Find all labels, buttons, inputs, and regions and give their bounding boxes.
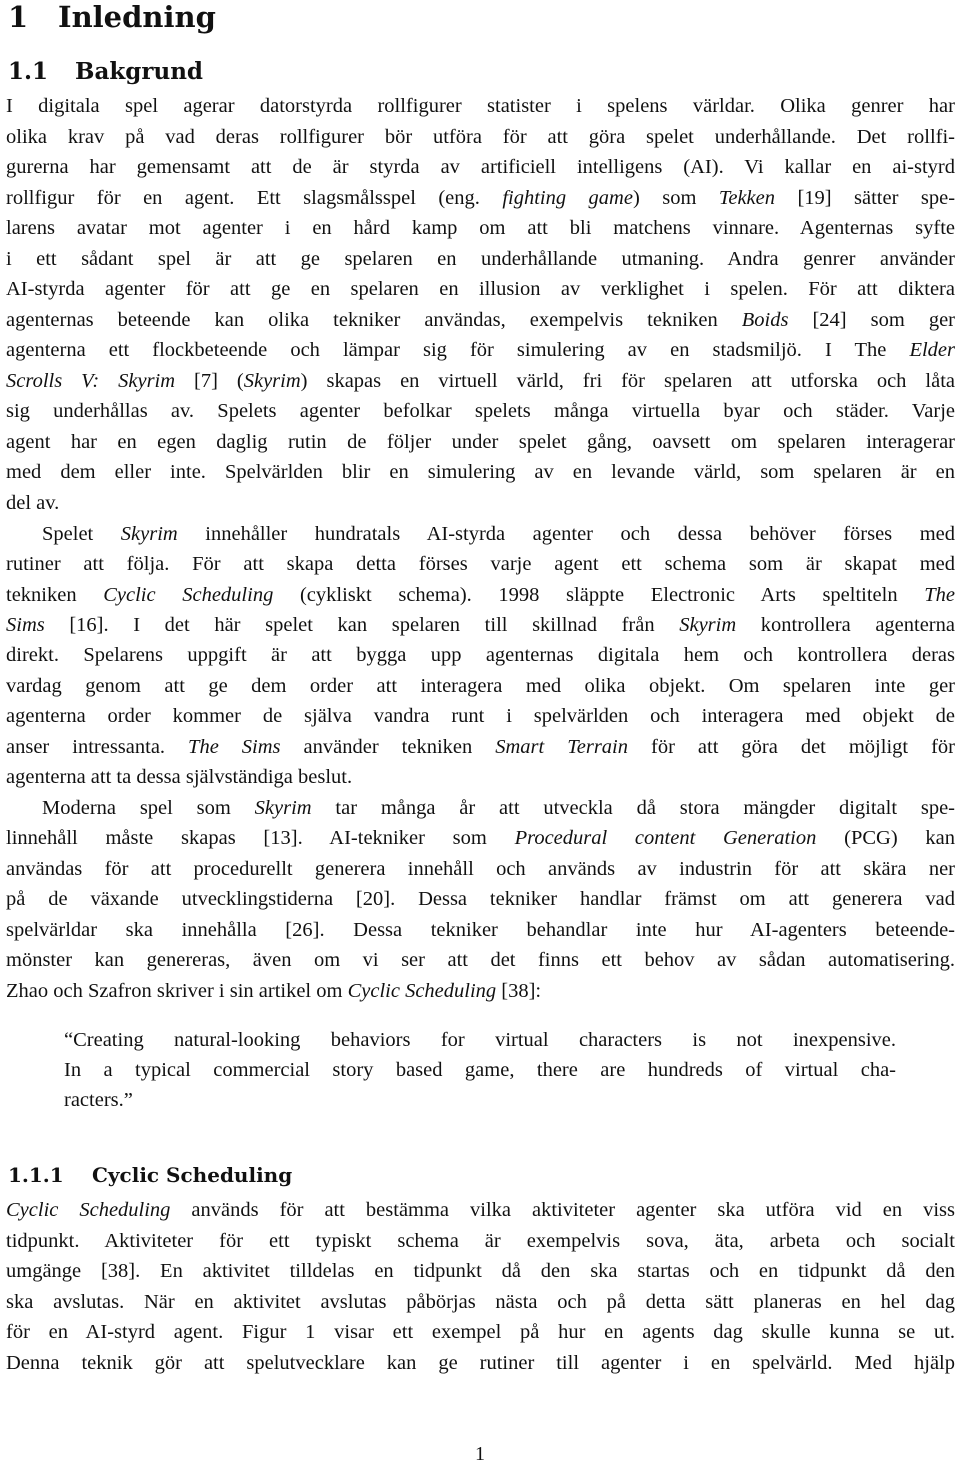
text-line <box>6 671 955 701</box>
quote-line <box>64 1055 896 1085</box>
text-span: spelvärldar ska innehålla [26]. Dessa tekniker behandlar inte hur AI-agenters beteende- <box>6 919 955 941</box>
text-line <box>6 976 955 1006</box>
text-line <box>6 1195 955 1225</box>
text-line <box>6 549 955 579</box>
text-line <box>6 488 955 518</box>
section-title: Inledning <box>58 0 216 34</box>
text-line <box>6 274 955 304</box>
italic-span: Sims <box>6 614 45 636</box>
text-span: tar många år att utveckla då stora mängder digitalt spe- <box>311 797 956 819</box>
text-span: Denna teknik gör att spelutvecklare kan ge rutiner till agenter i en spelvärld. Med hjälp <box>6 1352 955 1374</box>
text-line <box>6 793 955 823</box>
text-span: I digitala spel agerar datorstyrda rollfigurer statister i spelens världar. Olika genrer har <box>6 95 955 117</box>
text-span: AI-styrda agenter för att ge en spelaren en illusion av verklighet i spelen. För att diktera <box>6 278 955 300</box>
text-line <box>6 122 955 152</box>
text-line <box>6 183 955 213</box>
italic-span: Skyrim <box>679 614 737 636</box>
text-span: Spelet <box>42 523 121 545</box>
text-span: (PCG) kan <box>816 827 955 849</box>
text-span: använder tekniken <box>280 736 496 758</box>
text-span: [38]: <box>496 980 542 1002</box>
text-line <box>6 152 955 182</box>
text-line <box>6 915 955 945</box>
subsection-heading <box>8 57 203 87</box>
italic-span: The Sims <box>188 736 281 758</box>
text-line <box>6 519 955 549</box>
italic-span: Cyclic Scheduling <box>347 980 497 1002</box>
text-span: olika krav på vad deras rollfigurer bör utföra för att göra spelet underhållande. Det rollfi- <box>6 126 955 148</box>
text-line <box>6 366 955 396</box>
text-line <box>6 1226 955 1256</box>
text-span: för att göra det möjligt för <box>628 736 955 758</box>
text-span: användas för att procedurellt generera innehåll och används av industrin för att skära ner <box>6 858 955 880</box>
italic-span: Cyclic Scheduling <box>6 1199 171 1221</box>
italic-span: Skyrim <box>254 797 312 819</box>
text-span: med dem eller inte. Spelvärlden blir en simulering av en levande värld, som spelaren är en <box>6 461 955 483</box>
text-span: vardag genom att ge dem order att interagera med olika objekt. Om spelaren inte ger <box>6 675 955 697</box>
text-line <box>6 884 955 914</box>
text-span: rutiner att följa. För att skapa detta förses varje agent ett schema som är skapat med <box>6 553 955 575</box>
text-span: på de växande utvecklingstiderna [20]. Dessa tekniker handlar främst om att generera vad <box>6 888 955 910</box>
text-line <box>6 1287 955 1317</box>
text-span: [24] som ger <box>788 309 955 331</box>
text-line <box>6 823 955 853</box>
text-line <box>6 1256 955 1286</box>
text-line <box>6 762 955 792</box>
text-line <box>6 580 955 610</box>
text-span: del av. <box>6 492 60 514</box>
text-span: agent har en egen daglig rutin de följer under spelet gång, oavsett om spelaren interagerar <box>6 431 955 453</box>
text-span: ) skapas en virtuell värld, fri för spelaren att utforska och låta <box>300 370 955 392</box>
text-span: agenterna order kommer de själva vandra runt i spelvärlden och interagera med objekt de <box>6 705 955 727</box>
text-line <box>6 427 955 457</box>
italic-span: fighting game <box>502 187 633 209</box>
subsubsection-number: 1.1.1 <box>8 1163 64 1187</box>
text-line <box>6 854 955 884</box>
text-span: racters.” <box>64 1089 133 1111</box>
text-span: Moderna spel som <box>42 797 255 819</box>
text-line <box>6 396 955 426</box>
text-span: gurerna har gemensamt att de är styrda av artificiell intelligens (AI). Vi kallar en ai-styrd <box>6 156 955 178</box>
quote-line <box>64 1085 896 1115</box>
italic-span: Scrolls V: Skyrim <box>6 370 176 392</box>
text-span: för en AI-styrd agent. Figur 1 visar ett exempel på hur en agents dag skulle kunna se ut. <box>6 1321 955 1343</box>
text-line <box>6 945 955 975</box>
text-span: agenterna att ta dessa självständiga beslut. <box>6 766 353 788</box>
text-span: Zhao och Szafron skriver i sin artikel om <box>6 980 348 1002</box>
text-line <box>6 457 955 487</box>
text-span: larens avatar mot agenter i en hård kamp om att bli matchens vinnare. Agenternas syfte <box>6 217 955 239</box>
text-span: i ett sådant spel är att ge spelaren en underhållande utmaning. Andra genrer använder <box>6 248 955 270</box>
italic-span: Elder <box>909 339 955 361</box>
quote-line <box>64 1025 896 1055</box>
italic-span: The <box>924 584 955 606</box>
text-line <box>6 91 955 121</box>
text-span: innehåller hundratals AI-styrda agenter och dessa behöver förses med <box>177 523 955 545</box>
text-span: agenterna ett flockbeteende och lämpar sig för simulering av en stadsmiljö. I The <box>6 339 910 361</box>
text-span: mönster kan genereras, även om vi ser att det finns ett behov av sådan automatisering. <box>6 949 955 971</box>
text-span: ska avslutas. När en aktivitet avslutas påbörjas nästa och på detta sätt planeras en hel dag <box>6 1291 955 1313</box>
text-span: tidpunkt. Aktiviteter för ett typiskt schema är exempelvis sova, äta, arbeta och socialt <box>6 1230 955 1252</box>
text-span: [7] ( <box>175 370 244 392</box>
text-span: (cykliskt schema). 1998 släppte Electronic Arts speltiteln <box>273 584 925 606</box>
text-line <box>6 244 955 274</box>
italic-span: Skyrim <box>120 523 178 545</box>
subsection-number: 1.1 <box>8 58 49 85</box>
text-line <box>6 1348 955 1378</box>
text-span: agenternas beteende kan olika tekniker användas, exempelvis tekniken <box>6 309 742 331</box>
italic-span: Cyclic Scheduling <box>103 584 274 606</box>
section-number: 1 <box>8 0 29 34</box>
text-line <box>6 213 955 243</box>
text-line <box>6 701 955 731</box>
text-line <box>6 732 955 762</box>
text-span: In a typical commercial story based game, there are hundreds of virtual cha- <box>64 1059 896 1081</box>
text-span: anser intressanta. <box>6 736 189 758</box>
text-span: används för att bestämma vilka aktiviteter agenter ska utföra vid en viss <box>170 1199 956 1221</box>
italic-span: Skyrim <box>243 370 301 392</box>
text-line <box>6 610 955 640</box>
text-span: “Creating natural-looking behaviors for virtual characters is not inexpensive. <box>64 1029 896 1051</box>
subsubsection-heading <box>8 1160 292 1190</box>
text-span: [16]. I det här spelet kan spelaren till skillnad från <box>44 614 680 636</box>
text-span: direkt. Spelarens uppgift är att bygga upp agenternas digitala hem och kontrollera deras <box>6 644 955 666</box>
text-span: tekniken <box>6 584 104 606</box>
text-span: ) som <box>632 187 719 209</box>
subsection-title: Bakgrund <box>75 58 204 85</box>
text-line <box>6 640 955 670</box>
italic-span: Procedural content Generation <box>514 827 817 849</box>
text-line <box>6 305 955 335</box>
italic-span: Tekken <box>718 187 776 209</box>
text-line <box>6 335 955 365</box>
text-span: umgänge [38]. En aktivitet tilldelas en tidpunkt då den ska startas och en tidpunkt då den <box>6 1260 955 1282</box>
subsubsection-title: Cyclic Scheduling <box>92 1163 293 1187</box>
italic-span: Smart Terrain <box>495 736 628 758</box>
text-span: sig underhållas av. Spelets agenter befolkar spelets många virtuella byar och städer. Varje <box>6 400 955 422</box>
text-span: kontrollera agenterna <box>736 614 955 636</box>
text-span: linnehåll måste skapas [13]. AI-tekniker som <box>6 827 515 849</box>
section-heading <box>8 0 216 34</box>
italic-span: Boids <box>741 309 789 331</box>
text-line <box>6 1317 955 1347</box>
text-span: [19] sätter spe- <box>775 187 956 209</box>
page-number: 1 <box>475 1443 485 1465</box>
text-span: rollfigur för en agent. Ett slagsmålsspel (eng. <box>6 187 503 209</box>
